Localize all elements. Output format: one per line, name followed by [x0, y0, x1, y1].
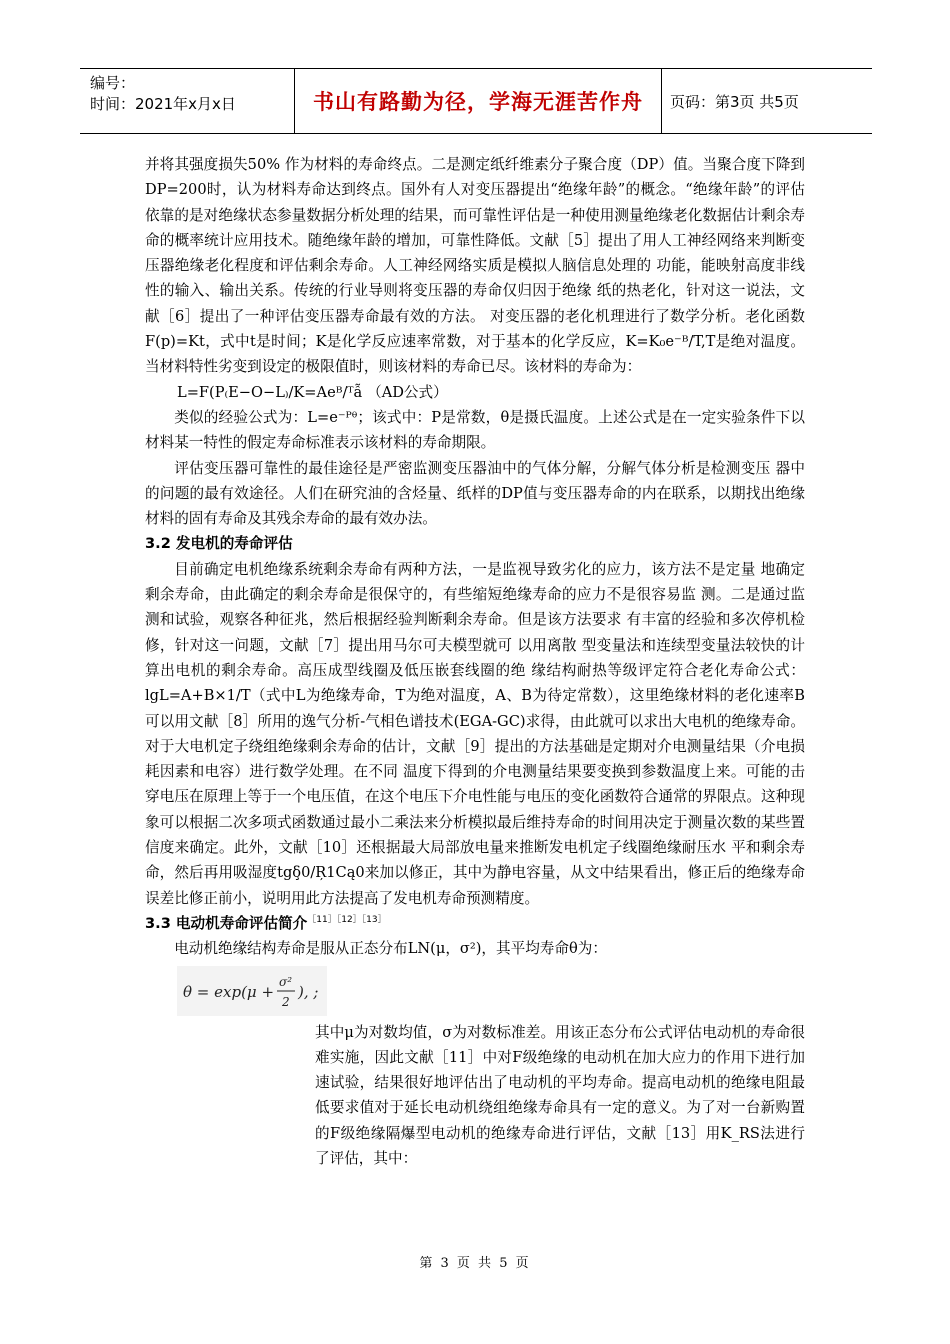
header-motto: 书山有路勤为径，学海无涯苦作舟 [294, 69, 662, 133]
document-body [145, 152, 805, 1171]
svg-text:θ = exp(μ +: θ = exp(μ + [183, 982, 275, 1001]
paragraph-empirical-formula: 类似的经验公式为：L=e⁻ᴾᶿ；该式中：P是常数，θ是摄氏温度。上述公式是在一定实验条件下以材料某一特性的假定寿命标准表示该材料的寿命期限。 [145, 408, 805, 452]
section-heading-motor [145, 911, 805, 936]
header-page-label: 页码：第3页 共5页 [670, 93, 799, 111]
section-heading-motor-refs: ［11］［12］［13］ [307, 915, 387, 926]
svg-text:2: 2 [282, 994, 290, 1009]
doc-number-label: 编号： [90, 74, 136, 92]
section-heading-generator: 3.2 发电机的寿命评估 [145, 535, 293, 553]
formula-mean-life [177, 966, 327, 1016]
formula-ad: L=F(P₍E−O−L₎/K=Aeᴮ/ᵀẫ （AD公式） [177, 383, 448, 401]
paragraph-motor-lognormal: 电动机绝缘结构寿命是服从正态分布LN(μ，σ²)，其平均寿命θ为： [174, 940, 607, 958]
svg-text:σ²: σ² [279, 974, 293, 989]
svg-text:), ;: ), ; [298, 982, 319, 1001]
header-meta [90, 73, 236, 115]
paragraph-motor-evaluation: 其中μ为对数均值，σ为对数标准差。用该正态分布公式评估电动机的寿命很难实施，因此文献［11］中对F级绝缘的电动机在加大应力的作用下进行加速试验，结果很好地评估出了电动机的平均寿命。提高电动机的绝缘电阻最低要求值对于延长电动机绕组绝缘寿命具有一定的意义。为了对一台新购置的F级绝缘隔爆型电动机的绝缘寿命进行评估，文献［13］用K_RS法进行了评估，其中： [315, 1023, 805, 1167]
section-heading-motor-text: 3.3 电动机寿命评估简介 [145, 914, 308, 932]
page-header [80, 68, 872, 134]
paragraph-generator: 目前确定电机绝缘系统剩余寿命有两种方法，一是监视导致劣化的应力，该方法不是定量 地确定剩余寿命，由此确定的剩余寿命是很保守的，有些缩短绝缘寿命的应力不是很容易监 测。二是通过监测和试验，观察各种征兆，然后根据经验判断剩余寿命。但是该方法要求 有丰富的经验和多次停机检修，针对这一问题，文献［7］提出用马尔可夫模型就可 以用离散 型变量法和连续型变量法较快的计算出电机的剩余寿命。高压成型线圈及低压嵌套线圈的绝 缘结构耐热等级评定符合老化寿命公式：lgL=A+B×1/T（式中L为绝缘寿命，T为绝对温度，A、B为待定常数），这里绝缘材料的老化速率B可以用文献［8］所用的逸气分析-气相色谱技术(EGA-GC)求得，由此就可以求出大电机的绝缘寿命。对于大电机定子绕组绝缘剩余寿命的估计，文献［9］提出的方法基础是定期对介电测量结果（介电损耗因素和电容）进行数学处理。在不同 温度下得到的介电测量结果要变换到参数温度上来。可能的击穿电压在原理上等于一个电压值，在这个电压下介电性能与电压的变化函数符合通常的界限点。这种现象可以根据二次多项式函数通过最小二乘法来分析模拟最后维持寿命的时间用决定于测量次数的某些置信度来确定。此外，文献［10］还根据最大局部放电量来推断发电机定子线圈绝缘耐压水 平和剩余寿命，然后再用吸湿度tgδ̧0/Ŗ1Cą0来加以修正，其中为静电容量，从文中结果看出，修正后的绝缘寿命误差比修正前小，说明用此方法提高了发电机寿命预测精度。 [145, 560, 805, 907]
page-footer: 第 3 页 共 5 页 [419, 1256, 531, 1271]
doc-date-label: 时间：2021年x月x日 [90, 95, 236, 113]
paragraph-reliability: 评估变压器可靠性的最佳途径是严密监测变压器油中的气体分解，分解气体分析是检测变压 器中的问题的最有效途径。人们在研究油的含烃量、纸样的DP值与变压器寿命的内在联系，以期找出绝缘材料的固有寿命及其残余寿命的最有效办法。 [145, 459, 805, 528]
paragraph-transformer-aging: 并将其强度损失50% 作为材料的寿命终点。二是测定纸纤维素分子聚合度（DP）值。当聚合度下降到DP=200时，认为材料寿命达到终点。国外有人对变压器提出“绝缘年龄”的概念。“绝缘年龄”的评估依靠的是对绝缘状态参量数据分析处理的结果，而可靠性评估是一种使用测量绝缘老化数据估计剩余寿命的概率统计应用技术。随绝缘年龄的增加，可靠性降低。文献［5］提出了用人工神经网络来判断变压器绝缘老化程度和评估剩余寿命。人工神经网络实质是模拟人脑信息处理的 功能，能映射高度非线性的输入、输出关系。传统的行业导则将变压器的寿命仅归因于绝缘 纸的热老化，针对这一说法，文献［6］提出了一种评估变压器寿命最有效的方法。 对变压器的老化机理进行了数学分析。老化函数F(p)=Kt，式中t是时间；K是化学反应速率常数，对于基本的化学反应，K=K₀e⁻ᴮ/T,T是绝对温度。当材料特性劣变到设定的极限值时，则该材料的寿命已尽。该材料的寿命为： [145, 156, 805, 376]
